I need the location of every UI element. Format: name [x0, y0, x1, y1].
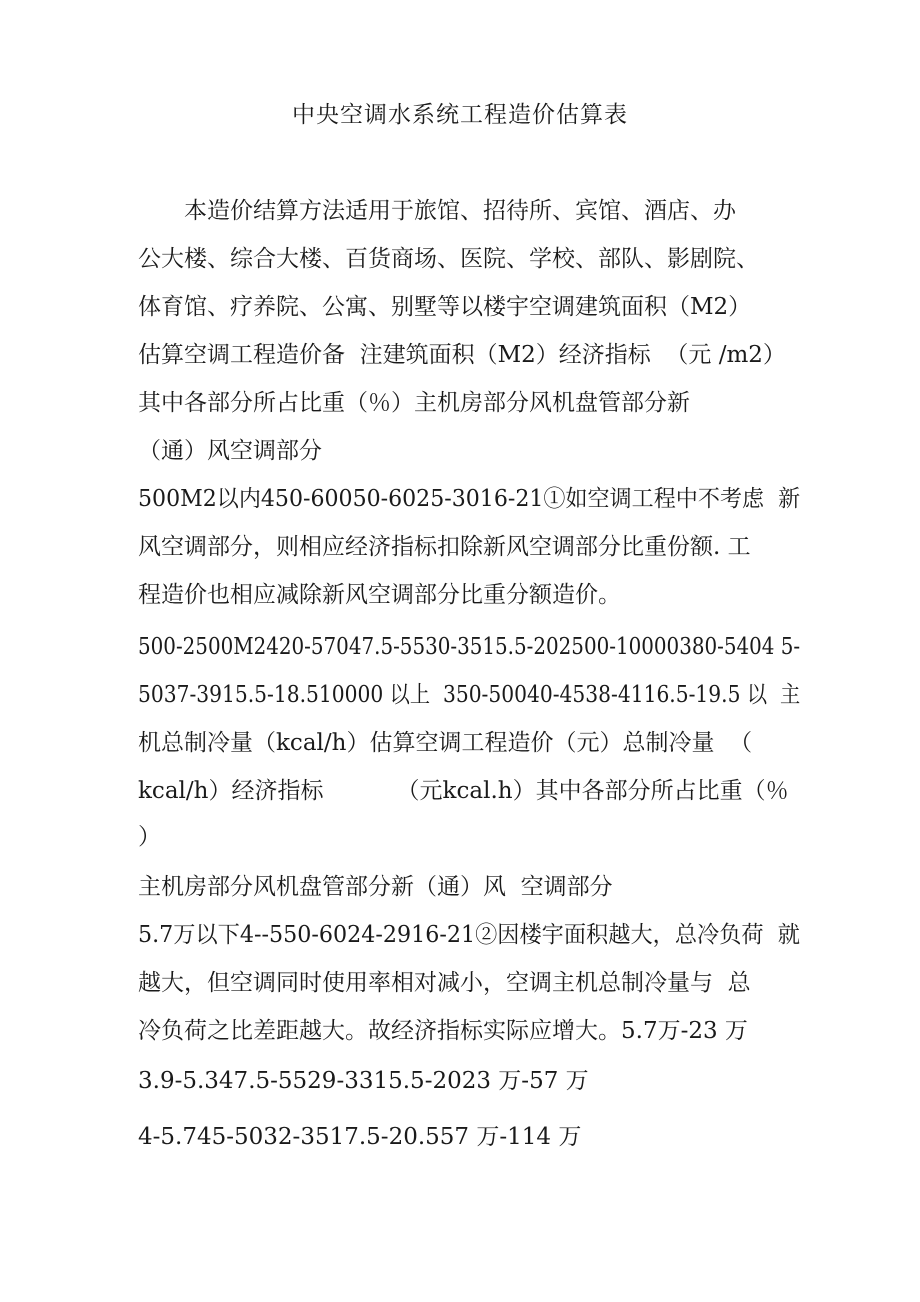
text-line: 体育馆、疗养院、公寓、别墅等以楼宇空调建筑面积（M2） — [138, 294, 752, 320]
text-line: 3.9-5.347.5-5529-3315.5-2023 万-57 万 — [138, 1068, 589, 1094]
text-line: 机总制冷量（kcal/h）估算空调工程造价（元）总制冷量 （ — [138, 730, 753, 756]
text-line: 主机房部分风机盘管部分新（通）风 空调部分 — [138, 874, 613, 900]
text-line: 公大楼、综合大楼、百货商场、医院、学校、部队、影剧院、 — [138, 246, 759, 272]
text-line: 500M2以内450-60050-6025-3016-21①如空调工程中不考虑 新 — [138, 486, 801, 512]
text-line: kcal/h）经济指标 （元kcal.h）其中各部分所占比重（％ — [138, 778, 789, 804]
text-line: 4-5.745-5032-3517.5-20.557 万-114 万 — [138, 1124, 582, 1150]
text-line: （通）风空调部分 — [138, 438, 322, 464]
text-line: 估算空调工程造价备 注建筑面积（M2）经济指标 （元 /m2） — [138, 342, 786, 368]
text-line: ） — [138, 824, 161, 850]
text-line: 越大，但空调同时使用率相对减小，空调主机总制冷量与 总 — [138, 970, 751, 996]
text-line: 5.7万以下4--550-6024-2916-21②因楼宇面积越大，总冷负荷 就 — [138, 922, 800, 948]
text-line: 500-2500M2420-57047.5-5530-3515.5-202500-10000380-5404 5- — [138, 634, 801, 660]
text-line: 本造价结算方法适用于旅馆、招待所、宾馆、酒店、办 — [138, 198, 736, 224]
text-line: 程造价也相应减除新风空调部分比重分额造价。 — [138, 582, 621, 608]
text-line: 风空调部分，则相应经济指标扣除新风空调部分比重份额. 工 — [138, 534, 751, 560]
document-title: 中央空调水系统工程造价估算表 — [292, 102, 628, 128]
text-line: 冷负荷之比差距越大。故经济指标实际应增大。5.7万-23 万 — [138, 1018, 748, 1044]
text-line: 5037-3915.5-18.510000 以上 350-50040-4538-4116.5-19.5 以 主 — [138, 682, 801, 708]
text-line: 其中各部分所占比重（％）主机房部分风机盘管部分新 — [138, 390, 690, 416]
